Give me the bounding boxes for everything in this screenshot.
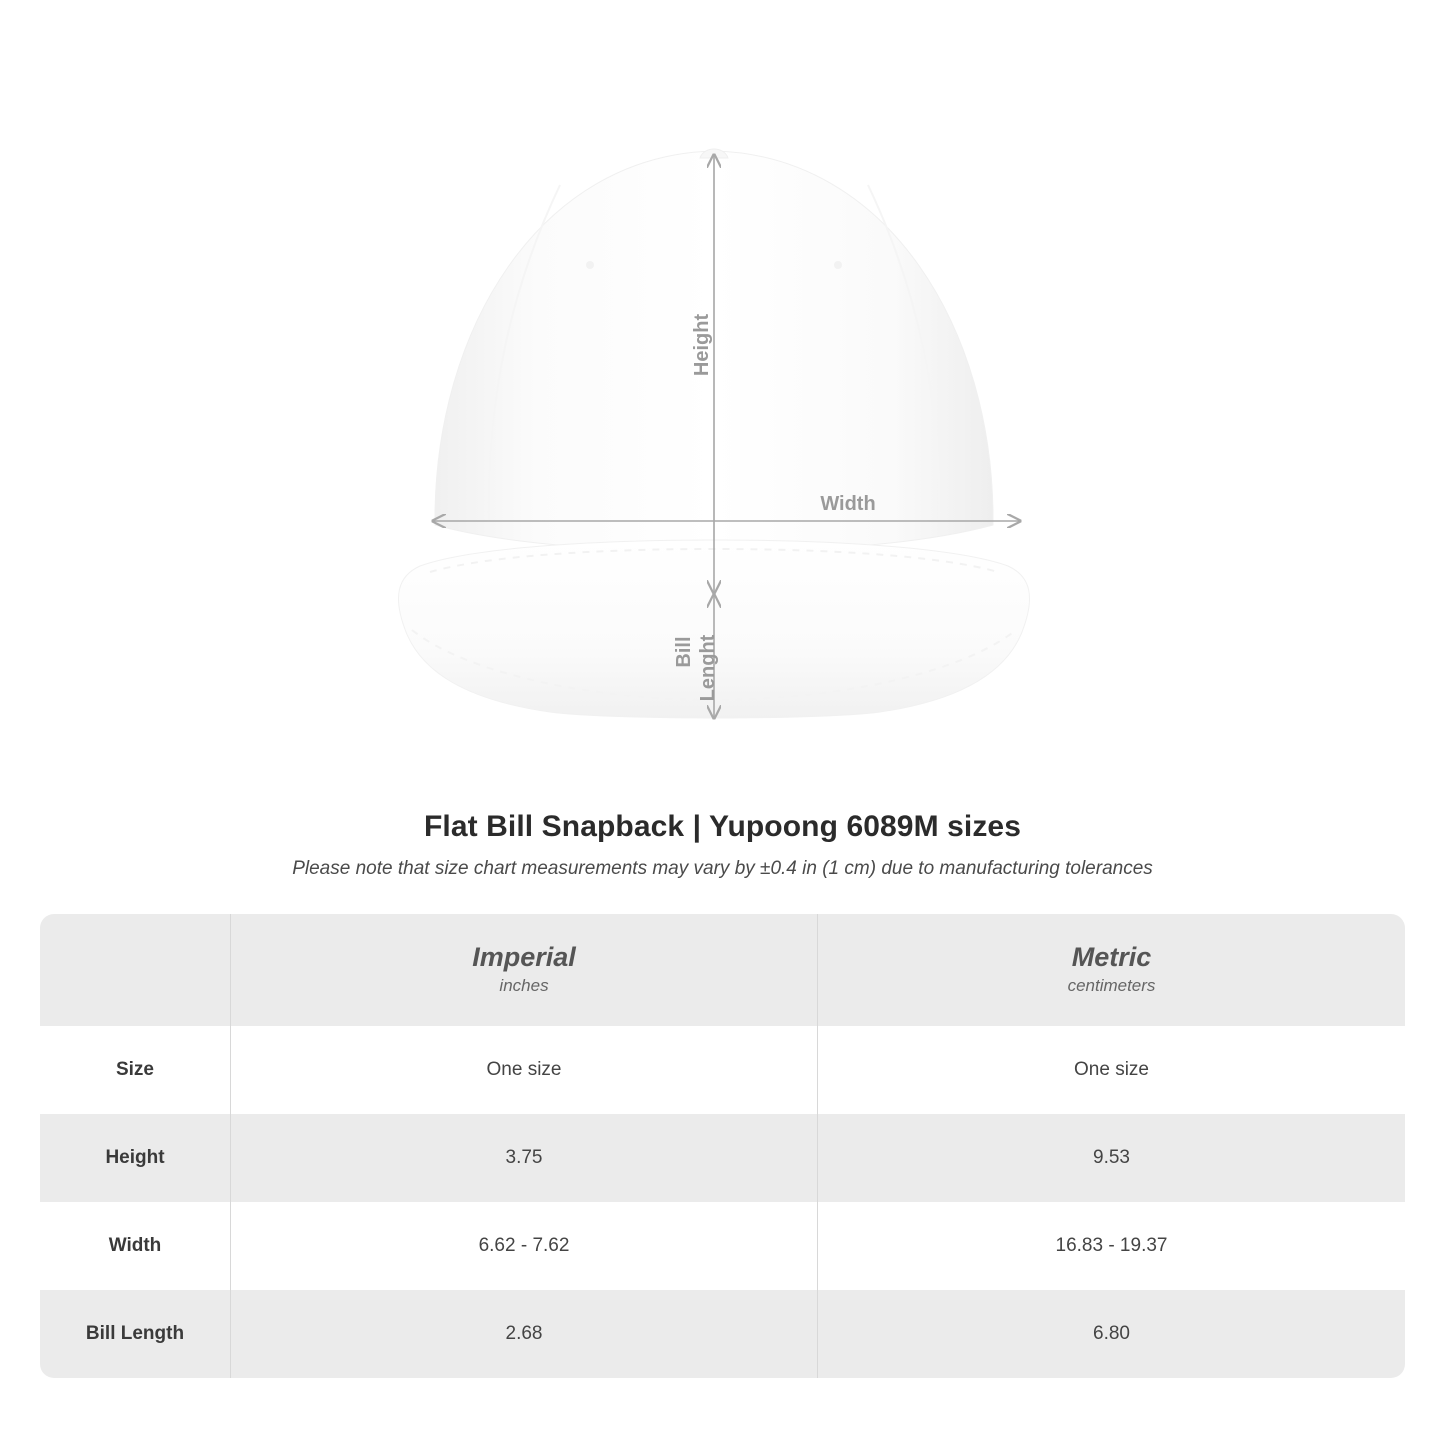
row-imperial-value	[230, 1114, 817, 1202]
tolerance-note: Please note that size chart measurements may vary by ±0.4 in (1 cm) due to manufacturing tolerances	[292, 858, 1153, 879]
metric-title: Metric	[1071, 941, 1152, 972]
metric-subtitle: centimeters	[1067, 975, 1156, 995]
row-label: Width	[40, 1202, 230, 1290]
imperial-title: Imperial	[472, 941, 576, 972]
table-header-row	[40, 914, 1405, 1026]
width-label: Width	[820, 493, 876, 515]
row-metric-value	[817, 1026, 1405, 1114]
header-metric-cell	[817, 914, 1405, 1026]
cell-text: 9.53	[817, 1114, 1405, 1202]
row-metric-value	[817, 1114, 1405, 1202]
table-row	[40, 1290, 1405, 1378]
cell-text: One size	[230, 1026, 817, 1114]
page-title: Flat Bill Snapback | Yupoong 6089M sizes	[423, 810, 1021, 843]
title-block	[0, 810, 1445, 880]
height-label: Height	[691, 313, 713, 377]
cell-text: 6.62 - 7.62	[230, 1202, 817, 1290]
row-label: Bill Length	[40, 1290, 230, 1378]
row-metric-value	[817, 1202, 1405, 1290]
bill-length-label-line1: Bill	[673, 636, 695, 668]
bill-length-label-line2: Lenght	[697, 634, 719, 702]
row-label: Size	[40, 1026, 230, 1114]
row-imperial-value	[230, 1290, 817, 1378]
table-row	[40, 1202, 1405, 1290]
size-table	[40, 914, 1405, 1378]
header-imperial-cell	[230, 914, 817, 1026]
table-row	[40, 1114, 1405, 1202]
cell-text: 3.75	[230, 1114, 817, 1202]
row-imperial-value	[230, 1202, 817, 1290]
cell-text: 6.80	[817, 1290, 1405, 1378]
row-imperial-value	[230, 1026, 817, 1114]
cell-text: 16.83 - 19.37	[817, 1202, 1405, 1290]
table-row	[40, 1026, 1405, 1114]
header-empty-cell	[40, 914, 230, 1026]
row-metric-value	[817, 1290, 1405, 1378]
size-table-wrap	[40, 914, 1405, 1378]
row-label: Height	[40, 1114, 230, 1202]
cell-text: One size	[817, 1026, 1405, 1114]
cell-text: 2.68	[230, 1290, 817, 1378]
imperial-subtitle: inches	[499, 975, 549, 995]
